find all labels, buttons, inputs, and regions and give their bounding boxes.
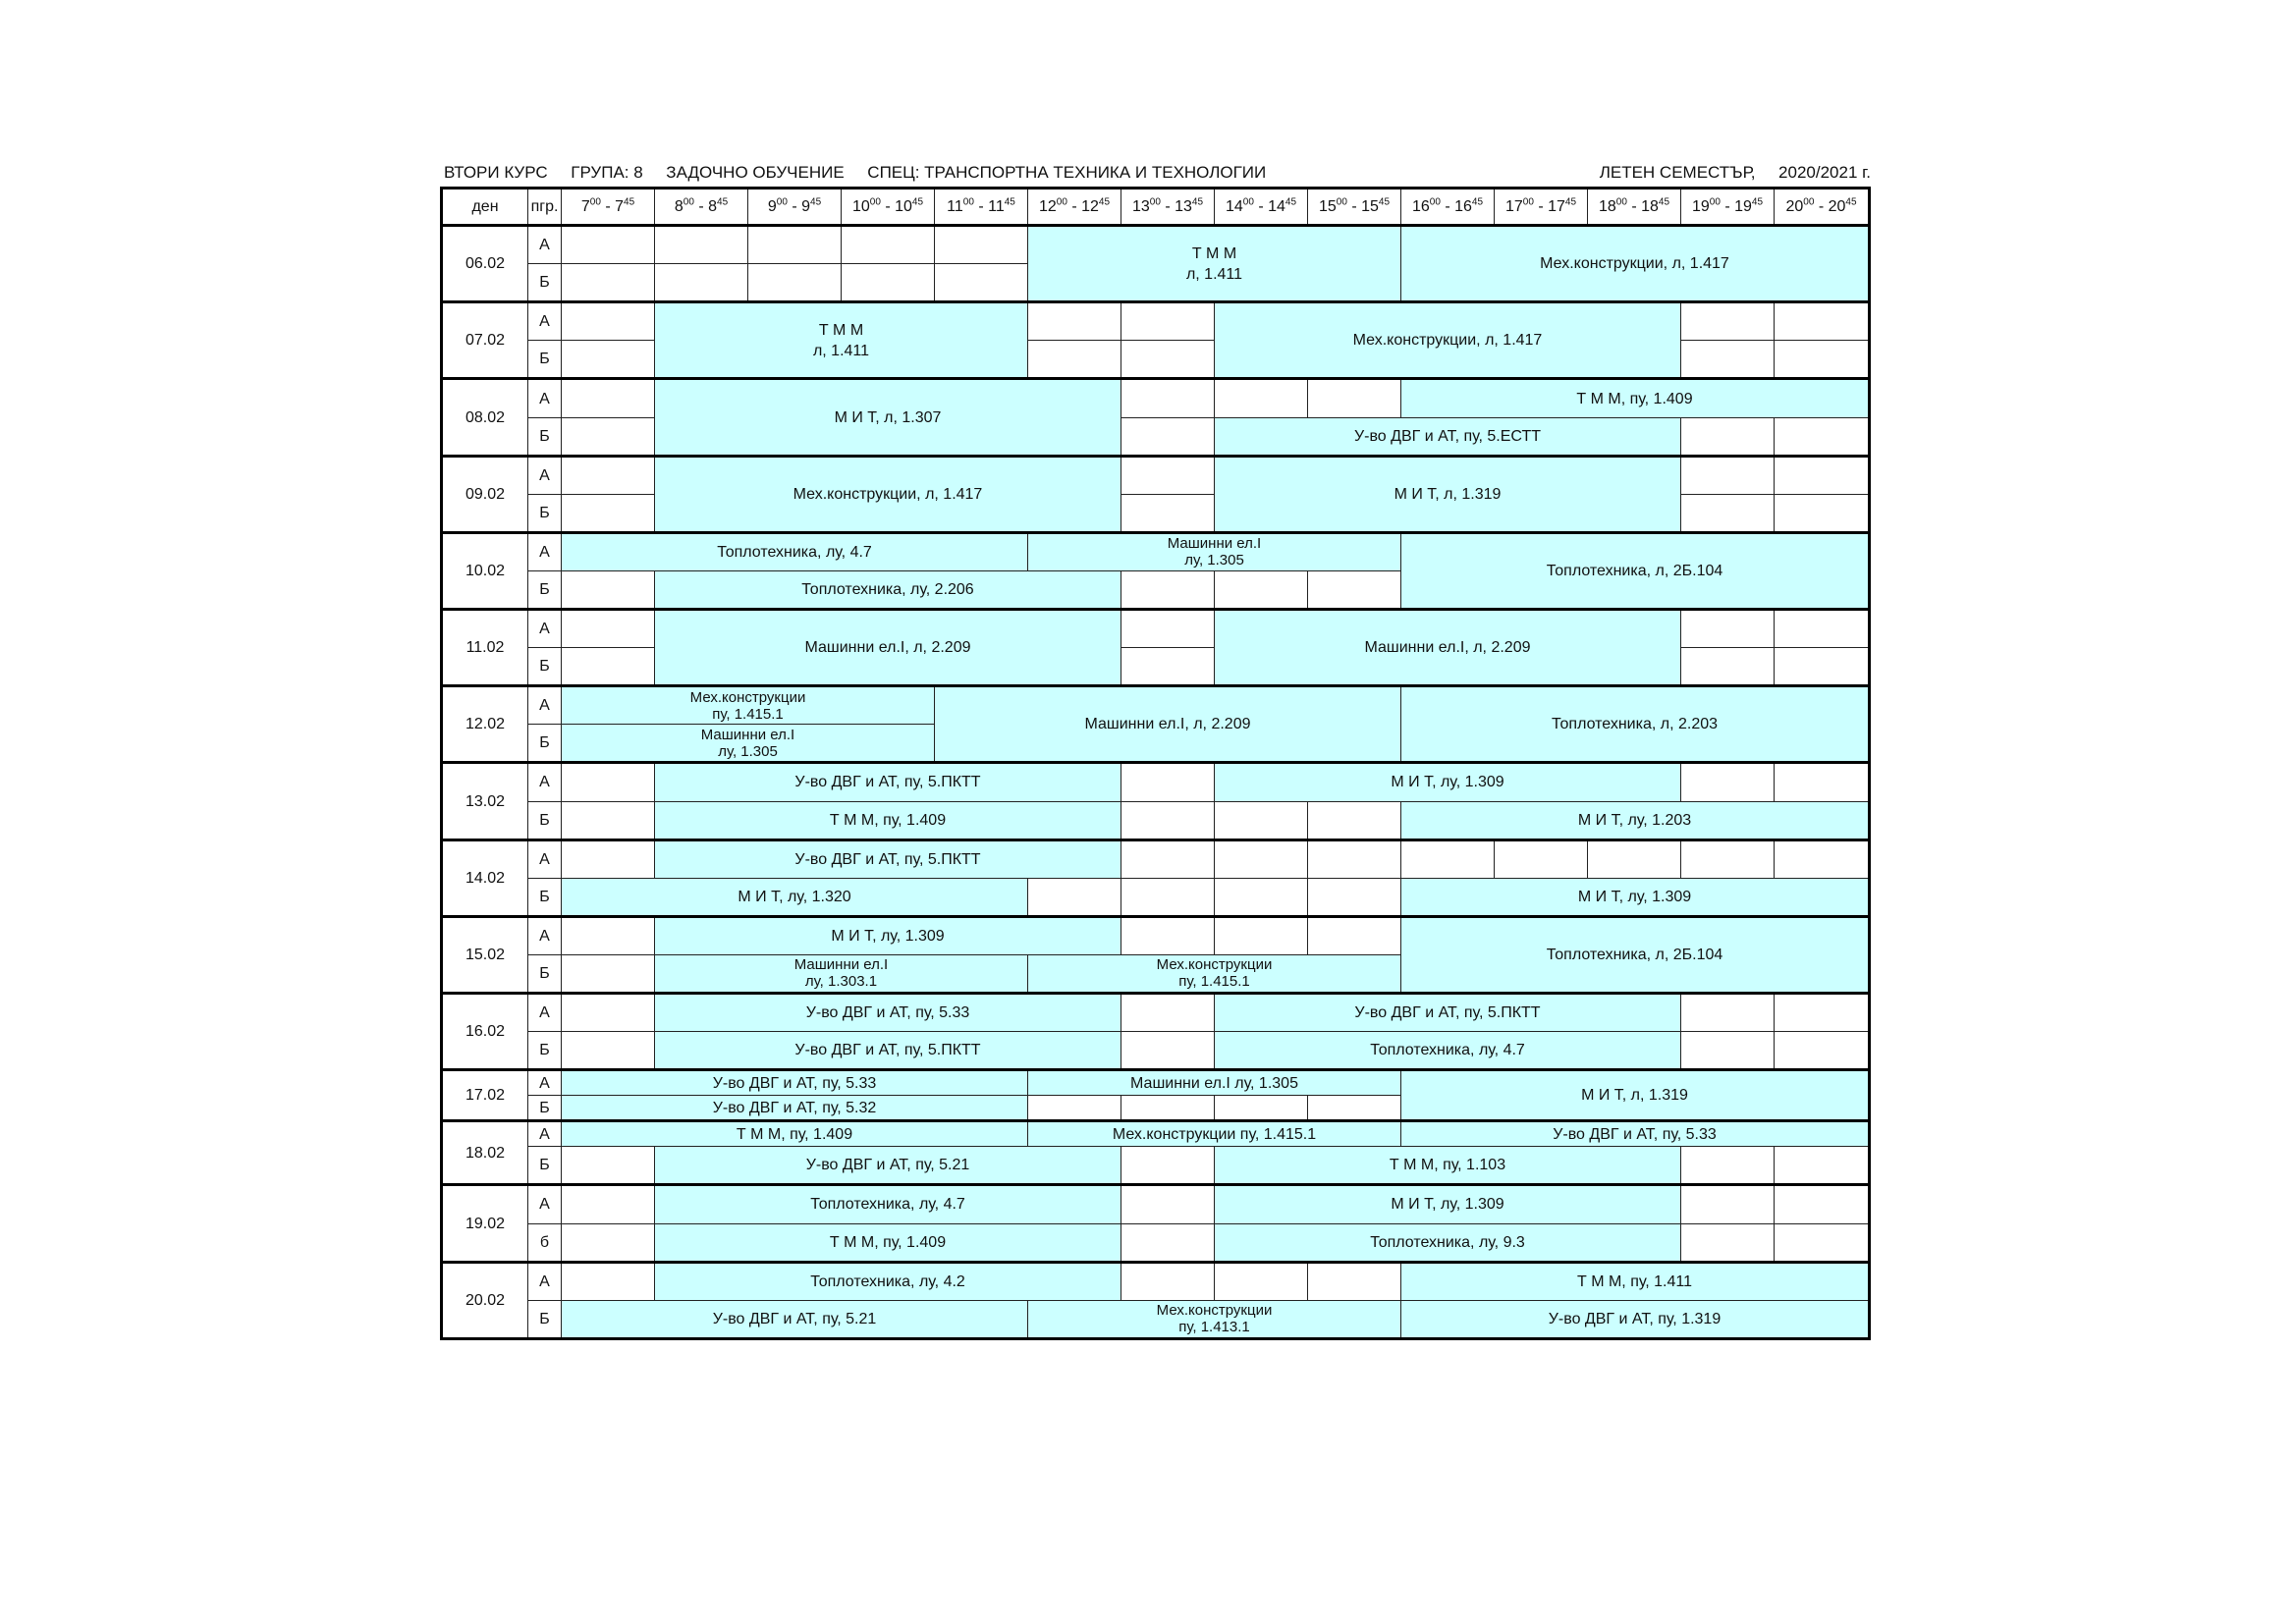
- subgroup-cell: А: [528, 763, 562, 801]
- empty-cell: [1121, 1185, 1215, 1223]
- class-cell: Мех.конструкции, л, 1.417: [1215, 302, 1681, 379]
- class-cell: Топлотехника, лу, 4.7: [655, 1185, 1121, 1223]
- timetable: [440, 187, 1871, 1340]
- empty-cell: [1775, 1185, 1870, 1223]
- empty-cell: [1215, 379, 1308, 417]
- empty-cell: [1775, 494, 1870, 532]
- empty-cell: [1775, 1032, 1870, 1070]
- subgroup-cell: А: [528, 1185, 562, 1223]
- class-cell: Топлотехника, лу, 2.206: [655, 570, 1121, 609]
- empty-cell: [562, 1032, 655, 1070]
- class-cell: М И Т, л, 1.319: [1401, 1070, 1870, 1121]
- table-row: [442, 226, 1870, 264]
- table-row: [442, 532, 1870, 570]
- table-row: [442, 993, 1870, 1031]
- empty-cell: [562, 341, 655, 379]
- subgroup-cell: А: [528, 226, 562, 264]
- table-row: [442, 801, 1870, 839]
- empty-cell: [1588, 839, 1681, 878]
- empty-cell: [1121, 916, 1215, 954]
- class-cell: Машинни ел.I лу, 1.305: [1028, 1070, 1401, 1096]
- empty-cell: [935, 226, 1028, 264]
- class-cell: Топлотехника, лу, 9.3: [1215, 1223, 1681, 1262]
- time-slot-header: $11^{00} - 11^{45}$: [935, 189, 1028, 226]
- empty-cell: [562, 916, 655, 954]
- empty-cell: [562, 1147, 655, 1185]
- table-row: [442, 610, 1870, 648]
- table-row: [442, 1300, 1870, 1338]
- day-cell: 07.02: [442, 302, 528, 379]
- subgroup-cell: Б: [528, 570, 562, 609]
- subgroup-cell: Б: [528, 264, 562, 302]
- empty-cell: [1121, 379, 1215, 417]
- class-cell: Мех.конструкции пу, 1.413.1: [1028, 1300, 1401, 1338]
- class-cell: У-во ДВГ и АТ, пу, 5.33: [1401, 1121, 1870, 1147]
- subgroup-cell: А: [528, 916, 562, 954]
- subgroup-cell: Б: [528, 494, 562, 532]
- class-cell: Т М М, пу, 1.411: [1401, 1262, 1870, 1300]
- empty-cell: [1121, 1223, 1215, 1262]
- subgroup-cell: Б: [528, 1147, 562, 1185]
- empty-cell: [1121, 763, 1215, 801]
- empty-cell: [1215, 1096, 1308, 1121]
- empty-cell: [1681, 341, 1775, 379]
- time-slot-header: $13^{00} - 13^{45}$: [1121, 189, 1215, 226]
- empty-cell: [1215, 916, 1308, 954]
- class-cell: Т М М л, 1.411: [1028, 226, 1401, 302]
- subgroup-cell: А: [528, 302, 562, 341]
- empty-cell: [1121, 570, 1215, 609]
- subgroup-cell: Б: [528, 725, 562, 763]
- day-cell: 08.02: [442, 379, 528, 456]
- day-cell: 13.02: [442, 763, 528, 839]
- empty-cell: [1028, 878, 1121, 916]
- empty-cell: [1775, 763, 1870, 801]
- class-cell: У-во ДВГ и АТ, пу, 5.ПКТТ: [1215, 993, 1681, 1031]
- subgroup-cell: б: [528, 1223, 562, 1262]
- class-cell: М И Т, лу, 1.320: [562, 878, 1028, 916]
- empty-cell: [1681, 302, 1775, 341]
- empty-cell: [1775, 302, 1870, 341]
- table-row: [442, 302, 1870, 341]
- table-row: [442, 839, 1870, 878]
- table-row: [442, 456, 1870, 494]
- empty-cell: [1681, 1032, 1775, 1070]
- class-cell: Машинни ел.I, л, 2.209: [1215, 610, 1681, 686]
- empty-cell: [1681, 839, 1775, 878]
- empty-cell: [562, 763, 655, 801]
- empty-cell: [562, 302, 655, 341]
- class-cell: Т М М, пу, 1.409: [655, 801, 1121, 839]
- empty-cell: [562, 1185, 655, 1223]
- empty-cell: [1401, 839, 1495, 878]
- time-slot-header: $18^{00} - 18^{45}$: [1588, 189, 1681, 226]
- class-cell: Машинни ел.I, л, 2.209: [655, 610, 1121, 686]
- time-slot-header: $19^{00} - 19^{45}$: [1681, 189, 1775, 226]
- empty-cell: [1028, 1096, 1121, 1121]
- class-cell: М И Т, лу, 1.309: [1215, 763, 1681, 801]
- empty-cell: [1121, 417, 1215, 456]
- day-cell: 15.02: [442, 916, 528, 993]
- time-slot-header: $8^{00} - 8^{45}$: [655, 189, 748, 226]
- class-cell: Т М М, пу, 1.409: [655, 1223, 1121, 1262]
- class-cell: У-во ДВГ и АТ, пу, 5.33: [562, 1070, 1028, 1096]
- class-cell: У-во ДВГ и АТ, пу, 5.21: [655, 1147, 1121, 1185]
- empty-cell: [655, 226, 748, 264]
- empty-cell: [1775, 1223, 1870, 1262]
- empty-cell: [1775, 417, 1870, 456]
- table-row: [442, 1032, 1870, 1070]
- empty-cell: [562, 839, 655, 878]
- class-cell: Машинни ел.I лу, 1.305: [1028, 532, 1401, 570]
- subgroup-cell: Б: [528, 1300, 562, 1338]
- subgroup-cell: А: [528, 686, 562, 725]
- subgroup-cell: А: [528, 456, 562, 494]
- empty-cell: [842, 264, 935, 302]
- day-cell: 14.02: [442, 839, 528, 916]
- class-cell: Т М М, пу, 1.409: [562, 1121, 1028, 1147]
- empty-cell: [562, 1262, 655, 1300]
- subgroup-cell: Б: [528, 878, 562, 916]
- time-slot-header: $12^{00} - 12^{45}$: [1028, 189, 1121, 226]
- empty-cell: [935, 264, 1028, 302]
- empty-cell: [1215, 839, 1308, 878]
- table-row: [442, 878, 1870, 916]
- subgroup-cell: Б: [528, 954, 562, 993]
- empty-cell: [1121, 1147, 1215, 1185]
- empty-cell: [1121, 456, 1215, 494]
- empty-cell: [1681, 763, 1775, 801]
- empty-cell: [1121, 648, 1215, 686]
- empty-cell: [1215, 1262, 1308, 1300]
- class-cell: Мех.конструкции, л, 1.417: [655, 456, 1121, 532]
- empty-cell: [1681, 1147, 1775, 1185]
- class-cell: Т М М, пу, 1.409: [1401, 379, 1870, 417]
- empty-cell: [1215, 570, 1308, 609]
- subgroup-cell: А: [528, 610, 562, 648]
- empty-cell: [1121, 878, 1215, 916]
- empty-cell: [1121, 1032, 1215, 1070]
- empty-cell: [562, 226, 655, 264]
- class-cell: Топлотехника, л, 2Б.104: [1401, 916, 1870, 993]
- empty-cell: [562, 456, 655, 494]
- empty-cell: [1121, 1096, 1215, 1121]
- class-cell: Мех.конструкции, л, 1.417: [1401, 226, 1870, 302]
- day-cell: 20.02: [442, 1262, 528, 1338]
- table-row: [442, 379, 1870, 417]
- empty-cell: [1775, 610, 1870, 648]
- schedule-header-left: ВТОРИ КУРС ГРУПА: 8 ЗАДОЧНО ОБУЧЕНИЕ СПЕЦ: ТРАНСПОРТНА ТЕХНИКА И ТЕХНОЛОГИИ: [444, 163, 1267, 182]
- time-slot-header: $14^{00} - 14^{45}$: [1215, 189, 1308, 226]
- class-cell: Т М М л, 1.411: [655, 302, 1028, 379]
- empty-cell: [1775, 648, 1870, 686]
- class-cell: Мех.конструкции пу, 1.415.1: [562, 686, 935, 725]
- empty-cell: [1121, 494, 1215, 532]
- empty-cell: [562, 264, 655, 302]
- subgroup-cell: А: [528, 1121, 562, 1147]
- class-cell: М И Т, л, 1.307: [655, 379, 1121, 456]
- day-cell: 12.02: [442, 686, 528, 763]
- subgroup-cell: А: [528, 839, 562, 878]
- time-slot-header: $10^{00} - 10^{45}$: [842, 189, 935, 226]
- subgroup-cell: Б: [528, 648, 562, 686]
- class-cell: Топлотехника, лу, 4.2: [655, 1262, 1121, 1300]
- empty-cell: [1121, 839, 1215, 878]
- empty-cell: [1121, 302, 1215, 341]
- subgroup-cell: Б: [528, 341, 562, 379]
- day-cell: 16.02: [442, 993, 528, 1069]
- subgroup-cell: А: [528, 993, 562, 1031]
- class-cell: Мех.конструкции пу, 1.415.1: [1028, 1121, 1401, 1147]
- subgroup-cell: Б: [528, 1096, 562, 1121]
- empty-cell: [1308, 570, 1401, 609]
- empty-cell: [1681, 494, 1775, 532]
- subgroup-cell: Б: [528, 801, 562, 839]
- empty-cell: [1681, 648, 1775, 686]
- class-cell: Топлотехника, л, 2.203: [1401, 686, 1870, 763]
- col-subgroup-header: пгр.: [528, 189, 562, 226]
- empty-cell: [1028, 341, 1121, 379]
- subgroup-cell: А: [528, 1262, 562, 1300]
- empty-cell: [1681, 417, 1775, 456]
- empty-cell: [1308, 1262, 1401, 1300]
- empty-cell: [1681, 993, 1775, 1031]
- empty-cell: [1215, 801, 1308, 839]
- class-cell: Топлотехника, лу, 4.7: [1215, 1032, 1681, 1070]
- class-cell: Машинни ел.I лу, 1.303.1: [655, 954, 1028, 993]
- empty-cell: [562, 610, 655, 648]
- empty-cell: [1121, 993, 1215, 1031]
- day-cell: 09.02: [442, 456, 528, 532]
- table-row: [442, 1223, 1870, 1262]
- table-row: [442, 1121, 1870, 1147]
- empty-cell: [562, 1223, 655, 1262]
- empty-cell: [1775, 1147, 1870, 1185]
- time-slot-header: $15^{00} - 15^{45}$: [1308, 189, 1401, 226]
- empty-cell: [1308, 839, 1401, 878]
- class-cell: М И Т, лу, 1.309: [1215, 1185, 1681, 1223]
- empty-cell: [1308, 801, 1401, 839]
- day-cell: 18.02: [442, 1121, 528, 1185]
- subgroup-cell: А: [528, 532, 562, 570]
- empty-cell: [562, 379, 655, 417]
- time-slot-header: $9^{00} - 9^{45}$: [748, 189, 842, 226]
- class-cell: У-во ДВГ и АТ, пу, 5.ЕСТТ: [1215, 417, 1681, 456]
- class-cell: Топлотехника, лу, 4.7: [562, 532, 1028, 570]
- empty-cell: [1308, 379, 1401, 417]
- table-row: [442, 916, 1870, 954]
- class-cell: Т М М, пу, 1.103: [1215, 1147, 1681, 1185]
- empty-cell: [1121, 801, 1215, 839]
- empty-cell: [1308, 916, 1401, 954]
- empty-cell: [1028, 302, 1121, 341]
- empty-cell: [1308, 1096, 1401, 1121]
- header-row: [442, 189, 1870, 226]
- table-row: [442, 1070, 1870, 1096]
- table-row: [442, 1262, 1870, 1300]
- empty-cell: [1495, 839, 1588, 878]
- empty-cell: [562, 417, 655, 456]
- table-row: [442, 1185, 1870, 1223]
- empty-cell: [1121, 1262, 1215, 1300]
- class-cell: М И Т, л, 1.319: [1215, 456, 1681, 532]
- empty-cell: [562, 801, 655, 839]
- class-cell: М И Т, лу, 1.309: [655, 916, 1121, 954]
- subgroup-cell: Б: [528, 1032, 562, 1070]
- day-cell: 10.02: [442, 532, 528, 609]
- empty-cell: [842, 226, 935, 264]
- empty-cell: [562, 494, 655, 532]
- class-cell: У-во ДВГ и АТ, пу, 1.319: [1401, 1300, 1870, 1338]
- empty-cell: [1215, 878, 1308, 916]
- empty-cell: [1681, 1223, 1775, 1262]
- subgroup-cell: А: [528, 379, 562, 417]
- empty-cell: [562, 648, 655, 686]
- empty-cell: [1681, 610, 1775, 648]
- empty-cell: [562, 570, 655, 609]
- class-cell: У-во ДВГ и АТ, пу, 5.ПКТТ: [655, 839, 1121, 878]
- time-slot-header: $20^{00} - 20^{45}$: [1775, 189, 1870, 226]
- class-cell: Машинни ел.I лу, 1.305: [562, 725, 935, 763]
- empty-cell: [1121, 610, 1215, 648]
- time-slot-header: $17^{00} - 17^{45}$: [1495, 189, 1588, 226]
- empty-cell: [748, 226, 842, 264]
- empty-cell: [748, 264, 842, 302]
- table-row: [442, 763, 1870, 801]
- table-row: [442, 686, 1870, 725]
- day-cell: 06.02: [442, 226, 528, 302]
- empty-cell: [1681, 1185, 1775, 1223]
- col-day-header: ден: [442, 189, 528, 226]
- class-cell: У-во ДВГ и АТ, пу, 5.21: [562, 1300, 1028, 1338]
- class-cell: У-во ДВГ и АТ, пу, 5.ПКТТ: [655, 1032, 1121, 1070]
- class-cell: М И Т, лу, 1.309: [1401, 878, 1870, 916]
- empty-cell: [1775, 993, 1870, 1031]
- empty-cell: [1775, 839, 1870, 878]
- time-slot-header: $7^{00} - 7^{45}$: [562, 189, 655, 226]
- class-cell: Машинни ел.I, л, 2.209: [935, 686, 1401, 763]
- day-cell: 11.02: [442, 610, 528, 686]
- day-cell: 19.02: [442, 1185, 528, 1262]
- day-cell: 17.02: [442, 1070, 528, 1121]
- class-cell: М И Т, лу, 1.203: [1401, 801, 1870, 839]
- empty-cell: [562, 954, 655, 993]
- empty-cell: [1775, 341, 1870, 379]
- empty-cell: [655, 264, 748, 302]
- class-cell: У-во ДВГ и АТ, пу, 5.33: [655, 993, 1121, 1031]
- class-cell: Топлотехника, л, 2Б.104: [1401, 532, 1870, 609]
- empty-cell: [1775, 456, 1870, 494]
- empty-cell: [1308, 878, 1401, 916]
- schedule-header-right: ЛЕТЕН СЕМЕСТЪР, 2020/2021 г.: [1599, 163, 1871, 182]
- empty-cell: [1121, 341, 1215, 379]
- subgroup-cell: Б: [528, 417, 562, 456]
- class-cell: Мех.конструкции пу, 1.415.1: [1028, 954, 1401, 993]
- table-row: [442, 1147, 1870, 1185]
- class-cell: У-во ДВГ и АТ, пу, 5.ПКТТ: [655, 763, 1121, 801]
- class-cell: У-во ДВГ и АТ, пу, 5.32: [562, 1096, 1028, 1121]
- empty-cell: [1681, 456, 1775, 494]
- time-slot-header: $16^{00} - 16^{45}$: [1401, 189, 1495, 226]
- empty-cell: [562, 993, 655, 1031]
- subgroup-cell: А: [528, 1070, 562, 1096]
